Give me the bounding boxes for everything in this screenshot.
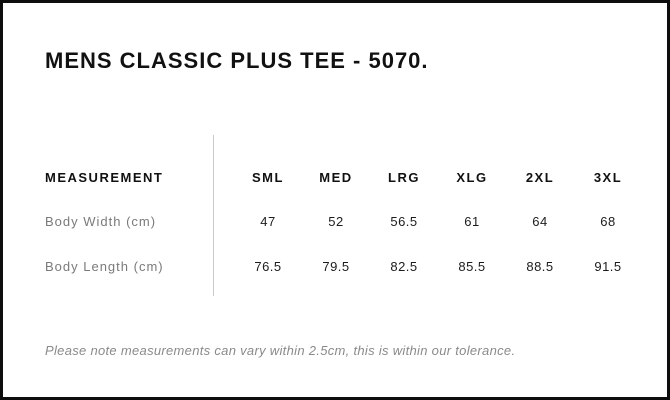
size-column-header-3xl: 3XL xyxy=(593,169,623,185)
column-gap xyxy=(213,266,234,267)
cell-value: 68 xyxy=(600,214,616,229)
size-column-header-lrg: LRG xyxy=(388,169,420,185)
cell-value: 61 xyxy=(464,214,480,229)
size-column-header-sml: SML xyxy=(252,169,284,185)
table-header-row xyxy=(3,155,667,199)
table-row-body-length xyxy=(3,244,667,289)
cell-value: 85.5 xyxy=(458,259,486,274)
cell-value: 79.5 xyxy=(322,259,350,274)
cell-value: 52 xyxy=(328,214,344,229)
size-column-header-2xl: 2XL xyxy=(525,169,555,185)
column-gap xyxy=(213,221,234,222)
column-gap xyxy=(213,177,234,178)
cell-value: 91.5 xyxy=(594,259,622,274)
measurement-column-header: MEASUREMENT xyxy=(45,169,164,185)
cell-value: 76.5 xyxy=(254,259,282,274)
page-title: MENS CLASSIC PLUS TEE - 5070. xyxy=(45,48,429,73)
size-column-header-med: MED xyxy=(319,169,353,185)
tolerance-note: Please note measurements can vary within 2.5cm, this is within our tolerance. xyxy=(45,343,516,358)
row-label-body-width: Body Width (cm) xyxy=(45,214,157,229)
row-label-body-length: Body Length (cm) xyxy=(45,259,164,274)
cell-value: 82.5 xyxy=(390,259,418,274)
cell-value: 64 xyxy=(532,214,548,229)
cell-value: 56.5 xyxy=(390,214,418,229)
cell-value: 47 xyxy=(260,214,276,229)
size-column-header-xlg: XLG xyxy=(456,169,488,185)
size-table xyxy=(3,155,667,289)
cell-value: 88.5 xyxy=(526,259,554,274)
table-row-body-width xyxy=(3,199,667,244)
